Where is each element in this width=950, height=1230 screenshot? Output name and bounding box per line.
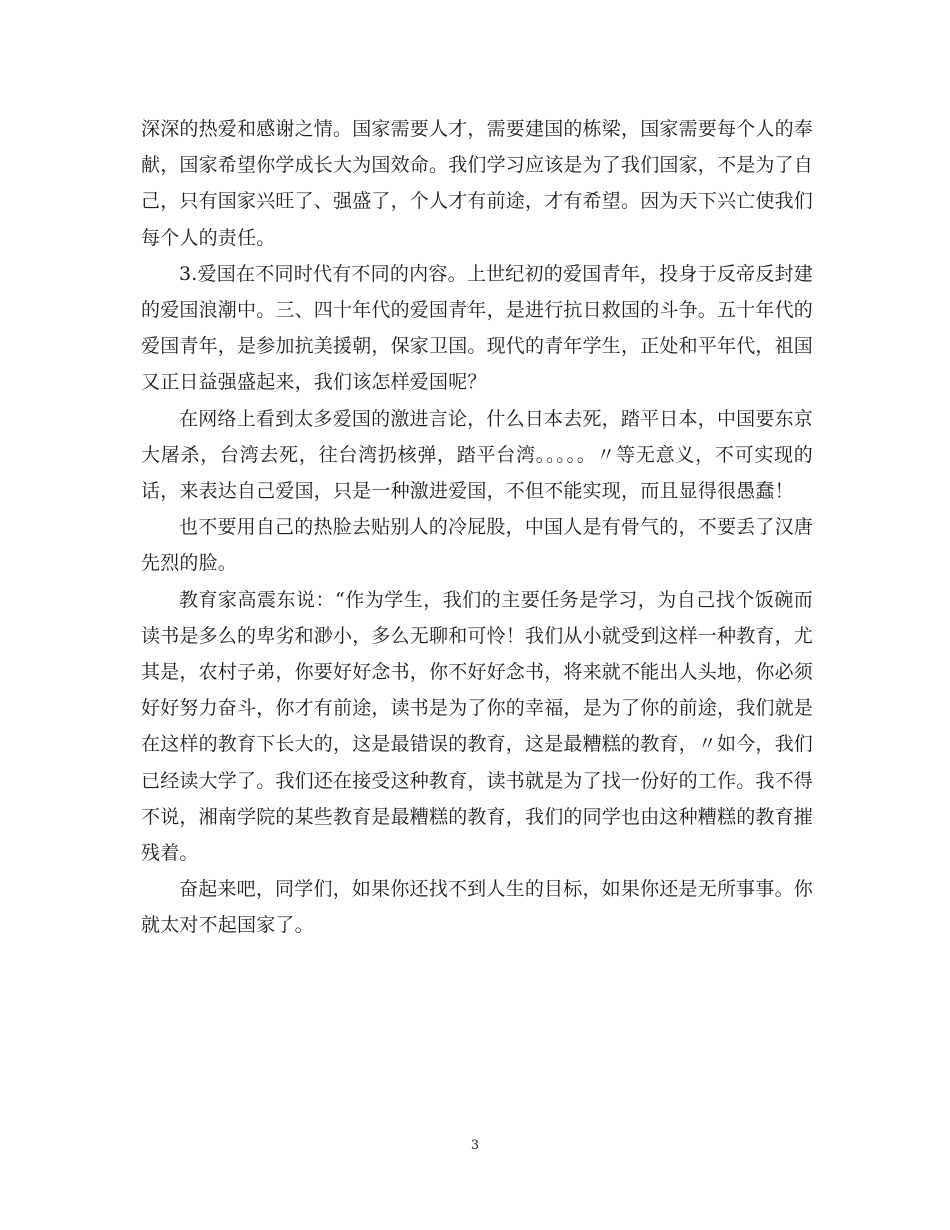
paragraph-3: 3.爱国在不同时代有不同的内容。上世纪初的爱国青年，投身于反帝反封建的爱国浪潮中。三、四十年代的爱国青年，是进行抗日救国的斗争。五十年代的爱国青年，是参加抗美援朝，保家卫国。现代的青年学生，正处和平年代，祖国又正日益强盛起来，我们该怎样爱国呢？	[141, 262, 814, 394]
paragraph-online-remarks: 在网络上看到太多爱国的激进言论，什么日本去死，踏平日本，中国要东京大屠杀，台湾去死，往台湾扔核弹，踏平台湾。。。。。〃等无意义，不可实现的话，来表达自己爱国，只是一种激进爱国，不但不能实现，而且显得很愚蠢！	[141, 407, 813, 503]
page-number: 3	[470, 1138, 480, 1153]
paragraph-dignity: 也不要用自己的热脸去贴别人的冷屁股，中国人是有骨气的，不要丢了汉唐先烈的脸。	[141, 516, 813, 575]
paragraph-closing: 奋起来吧，同学们，如果你还找不到人生的目标，如果你还是无所事事。你就太对不起国家了。	[141, 878, 813, 937]
paragraph-continuation: 深深的热爱和感谢之情。国家需要人才，需要建国的栋梁，国家需要每个人的奉献，国家希望你学成长大为国效命。我们学习应该是为了我们国家，不是为了自己，只有国家兴旺了、强盛了，个人才有前途，才有希望。因为天下兴亡使我们每个人的责任。	[141, 118, 814, 249]
document-body	[141, 111, 813, 944]
paragraph-educator-quote: 教育家高震东说：“作为学生，我们的主要任务是学习，为自己找个饭碗而读书是多么的卑劣和渺小，多么无聊和可怜！我们从小就受到这样一种教育，尤其是，农村子弟，你要好好念书，你不好好念书，将来就不能出人头地，你必须好好努力奋斗，你才有前途，读书是为了你的幸福，是为了你的前途，我们就是在这样的教育下长大的，这是最错误的教育，这是最糟糕的教育，〃如今，我们已经读大学了。我们还在接受这种教育，读书就是为了找一份好的工作。我不得不说，湘南学院的某些教育是最糟糕的教育，我们的同学也由这种糟糕的教育摧残着。	[141, 588, 814, 865]
